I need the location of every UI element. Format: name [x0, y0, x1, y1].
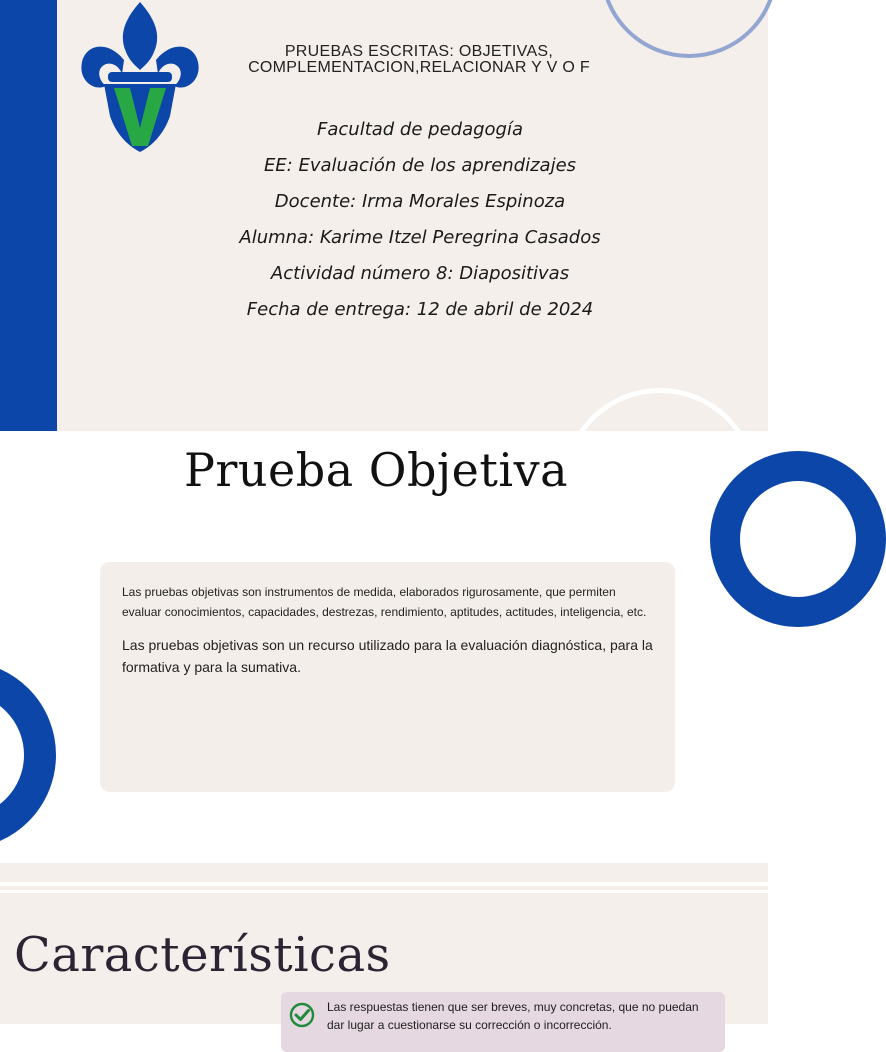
decorative-ring-top: [600, 0, 778, 58]
slide-heading: Prueba Objetiva: [183, 443, 569, 497]
left-blue-bar: [0, 0, 57, 431]
cover-slide: [0, 0, 768, 431]
info-activity: Actividad número 8: Diapositivas: [270, 263, 570, 284]
characteristic-text: Las respuestas tienen que ser breves, muy concretas, que no puedan dar lugar a cuestionarse su corrección o incorrección.: [327, 1000, 699, 1032]
slide-heading: Características: [14, 927, 391, 983]
info-course: EE: Evaluación de los aprendizajes: [263, 155, 577, 176]
title-line-2: COMPLEMENTACION,RELACIONAR Y V O F: [248, 59, 590, 76]
usage-paragraph: Las pruebas objetivas son un recurso utilizado para la evaluación diagnóstica, para la formativa y para la sumativa.: [122, 637, 653, 675]
characteristics-slide: [0, 893, 768, 1032]
info-student: Alumna: Karime Itzel Peregrina Casados: [239, 227, 601, 248]
title-line-1: PRUEBAS ESCRITAS: OBJETIVAS,: [284, 43, 554, 60]
info-faculty: Facultad de pedagogía: [317, 119, 523, 140]
info-teacher: Docente: Irma Morales Espinoza: [274, 191, 566, 212]
document-title: [212, 44, 626, 76]
decorative-ring-left: [0, 661, 56, 849]
check-circle-icon: [289, 1002, 315, 1028]
info-date: Fecha de entrega: 12 de abril de 2024: [246, 299, 594, 320]
cover-info: [190, 112, 650, 328]
slide-divider-bottom: [0, 886, 768, 890]
fleur-de-lis-v-logo-icon: [78, 0, 202, 156]
slide-divider-top: [0, 863, 768, 882]
characteristic-item: [281, 992, 725, 1052]
definition-card: [100, 562, 675, 792]
objective-test-slide: [0, 431, 768, 863]
definition-paragraph: Las pruebas objetivas son instrumentos de medida, elaborados rigurosamente, que permiten evaluar conocimientos, capacidades, destrezas, rendimiento, aptitudes, actitudes, inteligencia, etc.: [122, 585, 647, 619]
